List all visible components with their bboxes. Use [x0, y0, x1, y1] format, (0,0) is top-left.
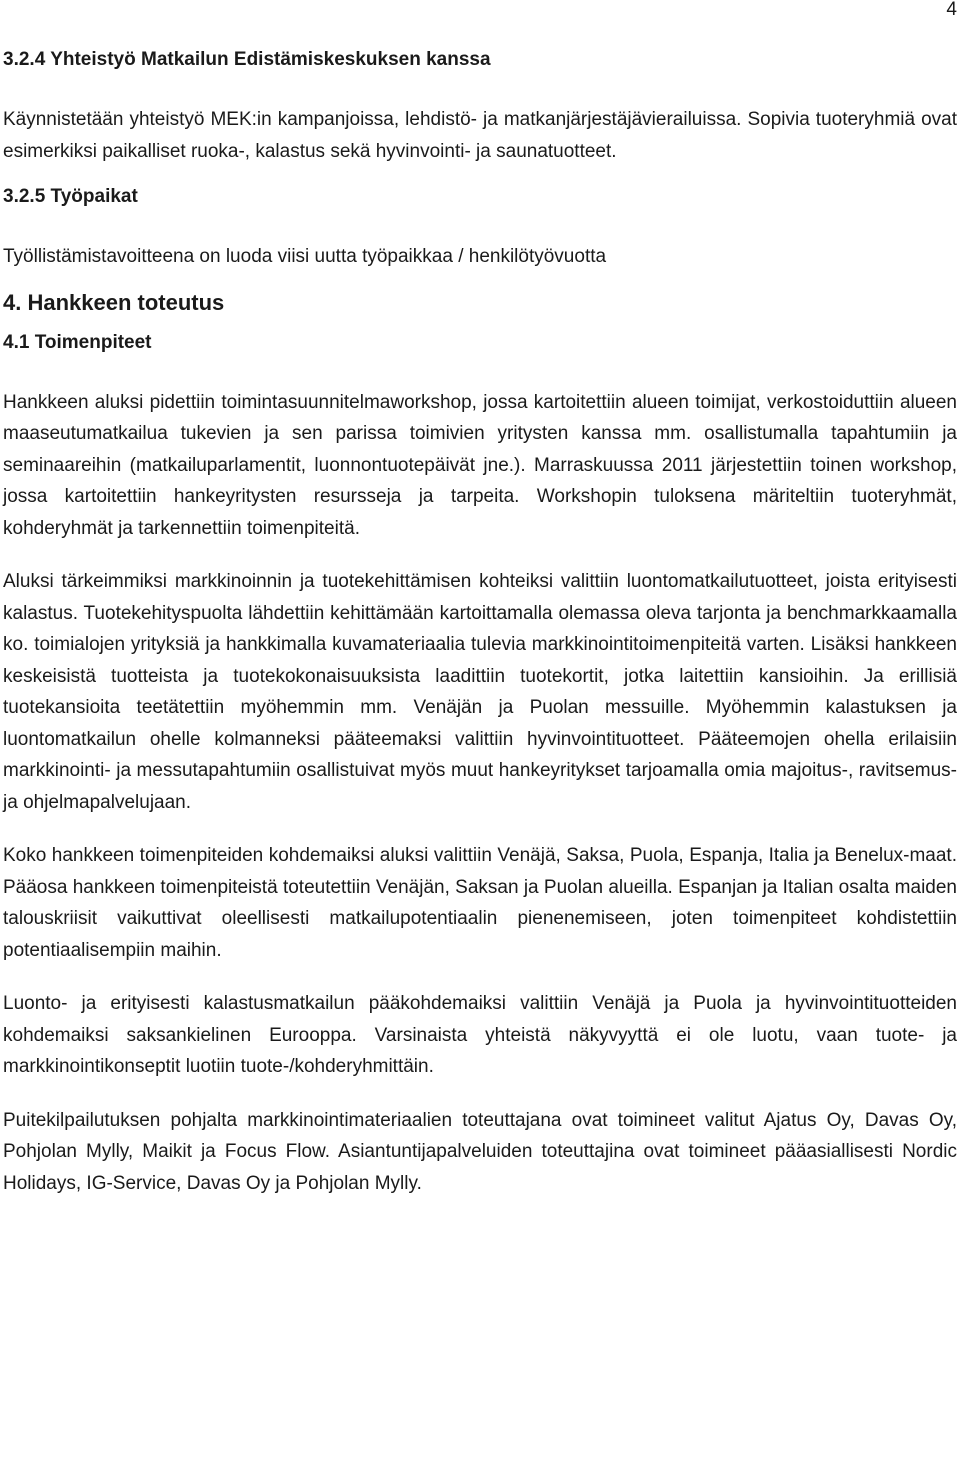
section-heading-4: 4. Hankkeen toteutus: [3, 289, 225, 315]
document-body: [3, 44, 957, 1199]
paragraph-workshop: Hankkeen aluksi pidettiin toimintasuunnitelmaworkshop, jossa kartoitettiin alueen toimijat, verkostoiduttiin alueen maaseutumatkailua tukevien ja sen parissa toimivien yritysten kanssa mm. osallistumalla tapahtumiin ja seminaareihin (matkailuparlamentit, luonnontuotepäivät jne.). Marraskuussa 2011 järjestettiin toinen workshop, jossa kartoitettiin hankeyritysten resursseja ja tarpeita. Workshopin tuloksena märiteltiin tuoteryhmät, kohderyhmät ja tarkennettiin toimenpiteitä.: [3, 391, 957, 539]
paragraph-employment-goal: Työllistämistavoitteena on luoda viisi uutta työpaikkaa / henkilötyövuotta: [3, 246, 607, 267]
paragraph-target-countries: Koko hankkeen toimenpiteiden kohdemaiksi aluksi valittiin Venäjä, Saksa, Puola, Espanja, Italia ja Benelux-maat. Pääosa hankkeen toimenpiteistä toteutettiin Venäjän, Saksan ja Puolan alueilla. Espanjan ja Italian osalta maiden talouskriisit vaikuttivat oleellisesti matkailupotentiaalin pienenemiseen, joten toimenpiteet kohdistettiin potentiaalisempiin maihin.: [3, 845, 957, 961]
paragraph-suppliers: Puitekilpailutuksen pohjalta markkinointimateriaalien toteuttajana ovat toimineet valitut Ajatus Oy, Davas Oy, Pohjolan Mylly, Maikit ja Focus Flow. Asiantuntijapalveluiden toteuttajina ovat toimineet pääasiallisesti Nordic Holidays, IG-Service, Davas Oy ja Pohjolan Mylly.: [3, 1109, 957, 1194]
paragraph-product-development: Aluksi tärkeimmiksi markkinoinnin ja tuotekehittämisen kohteiksi valittiin luontomatkailutuotteet, joista erityisesti kalastus. Tuotekehityspuolta lähdettiin kehittämään kartoittamalla olemassa oleva tarjonta ja benchmarkkaamalla ko. toimialojen yrityksiä ja hankkimalla kuvamateriaalia tulevia markkinointitoimenpiteitä varten. Lisäksi hankkeen keskeisistä tuotteista ja tuotekokonaisuuksista laadittiin tuotekortit, jotka laitettiin kansioihin. Ja erillisiä tuotekansioita teetätettiin myöhemmin mm. Venäjän ja Puolan messuille. Myöhemmin kalastuksen ja luontomatkailun ohelle kolmanneksi pääteemaksi valittiin hyvinvointituotteet. Pääteemojen ohella erilaisiin markkinointi- ja messutapahtumiin osallistuivat myös muut hankeyritykset tarjoamalla omia majoitus-, ravitsemus- ja ohjelmapalvelujaan.: [3, 571, 957, 813]
page-number: 4: [946, 0, 957, 20]
section-heading-3-2-5: 3.2.5 Työpaikat: [3, 186, 138, 207]
paragraph-main-targets: Luonto- ja erityisesti kalastusmatkailun pääkohdemaiksi valittiin Venäjä ja Puola ja hyvinvointituotteiden kohdemaiksi saksankielinen Eurooppa. Varsinaista yhteistä näkyvyyttä ei ole luotu, vaan tuote- ja markkinointikonseptit luotiin tuote-/kohderyhmittäin.: [3, 993, 957, 1077]
paragraph-mek-cooperation: Käynnistetään yhteistyö MEK:in kampanjoissa, lehdistö- ja matkanjärjestäjävierailuissa. Sopivia tuoteryhmiä ovat esimerkiksi paikalliset ruoka-, kalastus sekä hyvinvointi- ja saunatuotteet.: [3, 109, 957, 162]
section-heading-4-1: 4.1 Toimenpiteet: [3, 331, 152, 353]
section-heading-3-2-4: 3.2.4 Yhteistyö Matkailun Edistämiskeskuksen kanssa: [3, 49, 491, 70]
